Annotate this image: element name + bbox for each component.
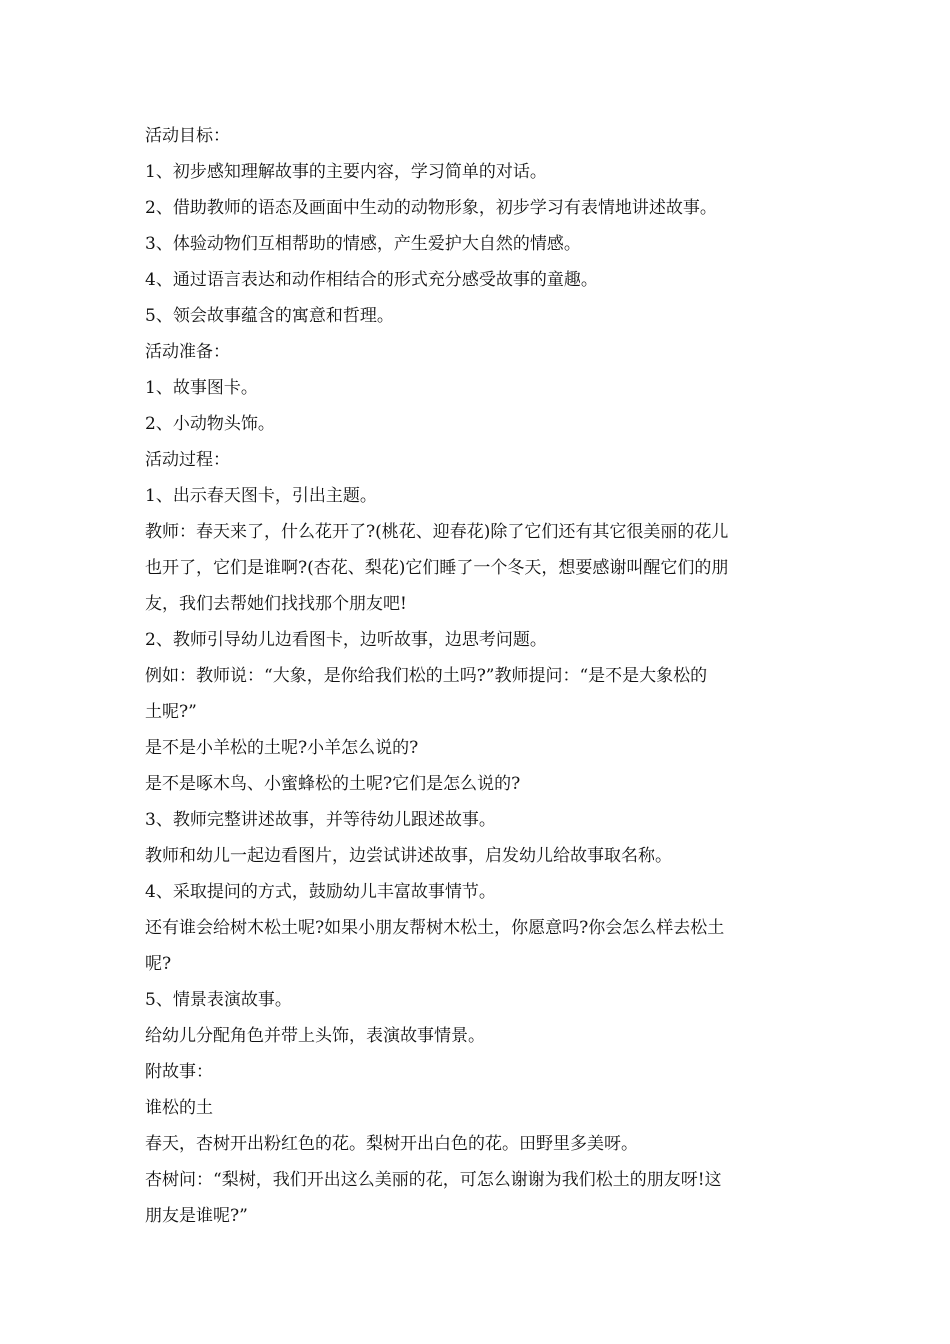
paragraph-line: 教师：春天来了，什么花开了?(桃花、迎春花)除了它们还有其它很美丽的花儿 — [145, 522, 729, 542]
goal-item-4: 4、通过语言表达和动作相结合的形式充分感受故事的童趣。 — [145, 270, 598, 290]
paragraph-line: 也开了，它们是谁啊?(杏花、梨花)它们睡了一个冬天，想要感谢叫醒它们的朋 — [145, 558, 729, 578]
paragraph-line: 友，我们去帮她们找找那个朋友吧! — [145, 594, 407, 614]
story-line: 杏树问：“梨树，我们开出这么美丽的花，可怎么谢谢为我们松土的朋友呀!这 — [145, 1170, 722, 1190]
process-step-1: 1、出示春天图卡，引出主题。 — [145, 486, 377, 506]
process-step-4: 4、采取提问的方式，鼓励幼儿丰富故事情节。 — [145, 882, 496, 902]
paragraph-line: 土呢?” — [145, 702, 197, 722]
section-heading-goals: 活动目标： — [145, 126, 230, 146]
preparation-item-1: 1、故事图卡。 — [145, 378, 258, 398]
paragraph-line: 是不是小羊松的土呢?小羊怎么说的? — [145, 738, 419, 758]
paragraph-line: 给幼儿分配角色并带上头饰，表演故事情景。 — [145, 1026, 485, 1046]
process-step-2: 2、教师引导幼儿边看图卡，边听故事，边思考问题。 — [145, 630, 547, 650]
paragraph-line: 例如：教师说：“大象，是你给我们松的土吗?”教师提问：“是不是大象松的 — [145, 666, 708, 686]
story-title: 谁松的土 — [145, 1098, 213, 1118]
paragraph-line: 是不是啄木鸟、小蜜蜂松的土呢?它们是怎么说的? — [145, 774, 521, 794]
process-step-3: 3、教师完整讲述故事，并等待幼儿跟述故事。 — [145, 810, 496, 830]
process-step-5: 5、情景表演故事。 — [145, 990, 292, 1010]
section-heading-preparation: 活动准备： — [145, 342, 230, 362]
goal-item-1: 1、初步感知理解故事的主要内容，学习简单的对话。 — [145, 162, 547, 182]
paragraph-line: 呢? — [145, 954, 172, 974]
goal-item-3: 3、体验动物们互相帮助的情感，产生爱护大自然的情感。 — [145, 234, 581, 254]
goal-item-5: 5、领会故事蕴含的寓意和哲理。 — [145, 306, 394, 326]
goal-item-2: 2、借助教师的语态及画面中生动的动物形象，初步学习有表情地讲述故事。 — [145, 198, 717, 218]
section-heading-appendix: 附故事： — [145, 1062, 213, 1082]
section-heading-process: 活动过程： — [145, 450, 230, 470]
paragraph-line: 还有谁会给树木松土呢?如果小朋友帮树木松土，你愿意吗?你会怎么样去松土 — [145, 918, 725, 938]
paragraph-line: 教师和幼儿一起边看图片，边尝试讲述故事，启发幼儿给故事取名称。 — [145, 846, 672, 866]
story-line: 朋友是谁呢?” — [145, 1206, 248, 1226]
story-line: 春天，杏树开出粉红色的花。梨树开出白色的花。田野里多美呀。 — [145, 1134, 638, 1154]
document-body — [145, 124, 813, 1240]
preparation-item-2: 2、小动物头饰。 — [145, 414, 275, 434]
